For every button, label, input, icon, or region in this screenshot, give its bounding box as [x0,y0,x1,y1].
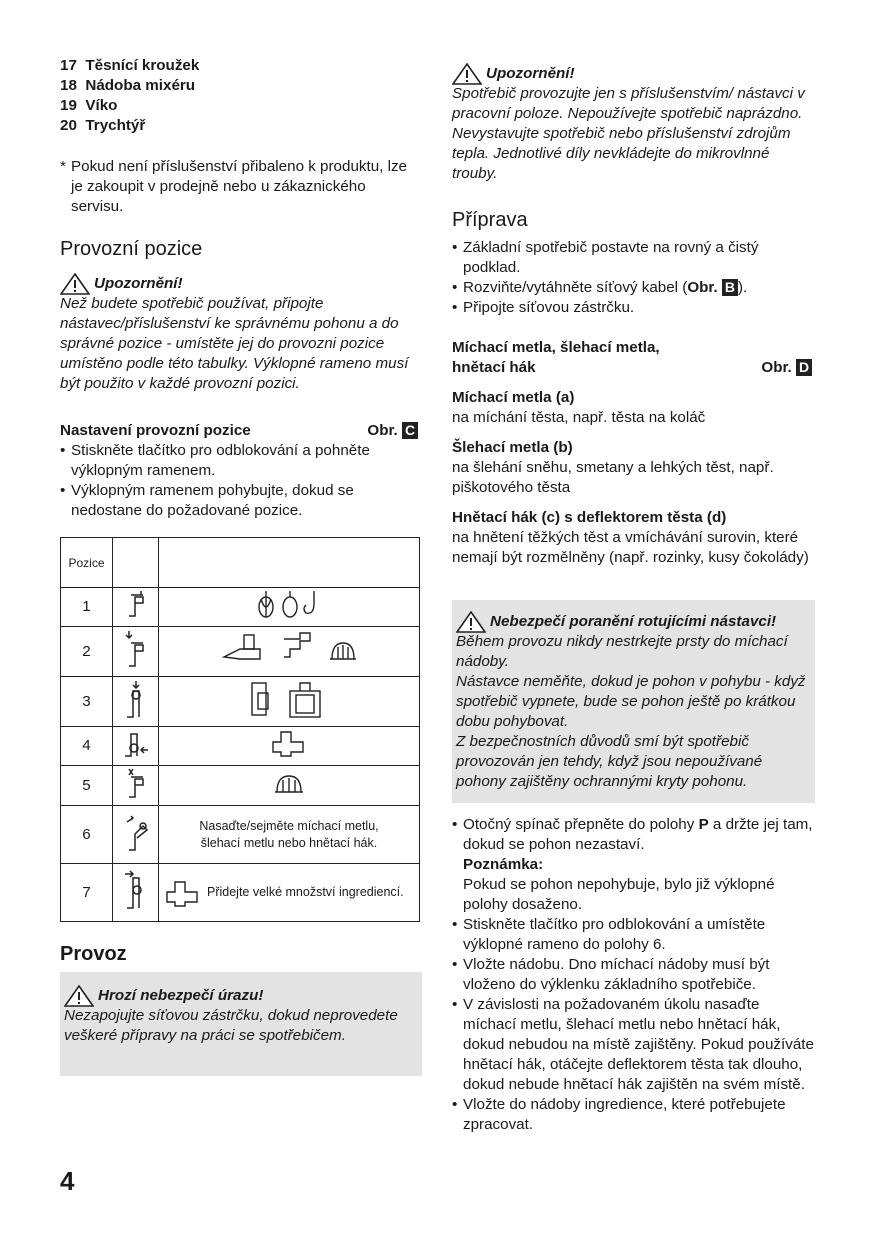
warning-triangle-icon [64,985,94,1007]
table-cell-text: Přidejte velké množství ingrediencí. [207,885,404,899]
section-heading-preparation: Příprava [452,209,528,231]
arm-position-5-icon [121,767,151,799]
warning-triangle-icon [452,63,482,85]
figure-ref-badge: B [722,279,738,296]
table-row: 1 [61,588,420,627]
list-item: • V závislosti na požadovaném úkolu nasaďte míchací metlu, šlehací metlu nebo hnětací hák, dokud nebudou na místě zajištěny. Pokud používáte hnětací hák, otáčejte deflektorem těsta tak dlouho, dokud nebude hnětací hák zajištěn na svém místě. [452,996,814,1093]
table-row: 6 Nasaďte/sejměte míchací metlu, šlehací metlu nebo hnětací hák. [61,806,420,864]
warning-block [452,64,814,184]
list-item: • Stiskněte tlačítko pro odblokování a pohněte výklopným ramenem. [60,442,370,479]
page-number: 4 [60,1166,75,1196]
position-steps-list [60,441,422,521]
tools-list [452,388,814,568]
table-row: 2 [61,627,420,677]
warning-text: Nástavce neměňte, dokud je pohon v pohybu - když spotřebič vypnete, bude se pohon ještě po krátkou dobu pohybovat. [456,673,806,730]
list-item: • Vložte do nádoby ingredience, které potřebujete zpracovat. [452,1096,786,1133]
note-text: Pokud se pohon nepohybuje, bylo již výklopné polohy dosaženo. [463,876,775,913]
warning-title: Nebezpečí poranění rotujícími nástavci! [490,613,777,630]
blender-processor-icons [244,679,334,719]
tool-title: Hnětací hák (c) s deflektorem těsta (d) [452,509,727,526]
parts-item: 18 Nádoba mixéru [60,77,196,94]
sub-heading-position-setting: Nastavení provozní pozice Obr. C [60,421,418,441]
parts-item: 19 Víko [60,97,118,114]
tool-title: Míchací metla (a) [452,389,575,406]
list-item: • Základní spotřebič postavte na rovný a čistý podklad. [452,239,759,276]
warning-text: Než budete spotřebič používat, připojte nástavec/příslušenství ke správnému pohonu a do správné pozice - umístěte jej do provozni pozice umístěno podle této tabulky. Výklopné rameno musí být použito v každé provozní pozici. [60,295,409,392]
warning-text: Během provozu nikdy nestrkejte prsty do míchací nádoby. [456,633,788,670]
section-heading-operating-position: Provozní pozice [60,238,203,260]
arm-position-1-icon [121,589,151,619]
warning-triangle-icon [456,611,486,633]
mincer-icon [269,728,309,758]
list-item: • Stiskněte tlačítko pro odblokování a umístěte výklopné rameno do polohy 6. [452,916,766,953]
section-heading-operation: Provoz [60,943,127,965]
parts-item: 17 Těsnící kroužek [60,57,200,74]
operation-steps-list [452,815,814,1135]
warning-title: Upozornění! [94,275,183,292]
figure-ref-badge: C [402,422,418,439]
warning-title: Upozornění! [486,65,575,82]
tool-text: na míchání těsta, např. těsta na koláč [452,409,706,426]
tool-text: na hnětení těžkých těst a vmíchávání surovin, které nemají být rozmělněny (např. rozinky, kusy čokolády) [452,529,809,566]
arm-position-3-icon [121,679,151,719]
table-row: 3 [61,677,420,727]
parts-list [60,56,199,136]
table-cell-text: Nasaďte/sejměte míchací metlu, šlehací metlu nebo hnětací hák. [159,806,420,864]
table-row: 7 Přidejte velké množství ingrediencí. [61,864,420,922]
list-item: • Výklopným ramenem pohybujte, dokud se nedostane do požadované pozice. [60,482,354,519]
warning-text: Nezapojujte síťovou zástrčku, dokud neprovedete veškeré přípravy na práci se spotřebičem. [64,1007,398,1044]
arm-position-2-icon [121,629,151,669]
slicer-mincer-juicer-icons [214,629,364,669]
warning-title: Hrozí nebezpečí úrazu! [98,987,264,1004]
arm-position-7-icon [121,870,151,910]
list-item: • Rozviňte/vytáhněte síťový kabel (Obr. B ). [452,279,748,296]
footnote: * Pokud není příslušenství přibaleno k produktu, lze je zakoupit v prodejně nebo u zákaznického servisu. [60,158,408,215]
list-item: • Otočný spínač přepněte do polohy P a držte jej tam, dokud se pohon nezastaví. Poznámka: Pokud se pohon nepohybuje, bylo již výklopné polohy dosaženo. [452,816,813,913]
warning-text: Z bezpečnostních důvodů smí být spotřebič provozován jen tehdy, když jsou nepoužívané pohony zajištěny ochrannými kryty pohonu. [456,733,763,790]
warning-block [60,274,422,394]
arm-position-6-icon [121,812,151,852]
preparation-list [452,238,814,318]
note-title: Poznámka: [463,856,544,873]
figure-ref-badge: D [796,359,812,376]
citrus-press-icon [269,768,309,798]
warning-text: Spotřebič provozujte jen s příslušenstvím/ nástavci v pracovní poloze. Nepoužívejte spotřebič naprázdno. Nevystavujte spotřebič nebo příslušenství zdrojům tepla. Jednotlivé díly nevkládejte do mikrovlnné trouby. [452,85,805,182]
table-row: 5 [61,766,420,806]
tool-text: na šlehání sněhu, smetany a lehkých těst, např. piškotového těsta [452,459,774,496]
danger-box [60,972,422,1076]
tool-title: Šlehací metla (b) [452,439,573,456]
table-row: 4 [61,727,420,766]
arm-position-4-icon [121,728,151,758]
list-item: • Vložte nádobu. Dno míchací nádoby musí být vloženo do výklenku základního spotřebiče. [452,956,770,993]
mincer-icon [163,876,203,910]
parts-item: 20 Trychtýř [60,117,146,134]
position-table [60,537,420,922]
table-header-position: Pozice [61,538,113,588]
tools-heading: Míchací metla, šlehací metla, hnětací hák Obr. D [452,338,812,378]
danger-box [452,600,815,803]
whisk-hook-icons [244,589,334,619]
warning-triangle-icon [60,273,90,295]
list-item: • Připojte síťovou zástrčku. [452,299,635,316]
